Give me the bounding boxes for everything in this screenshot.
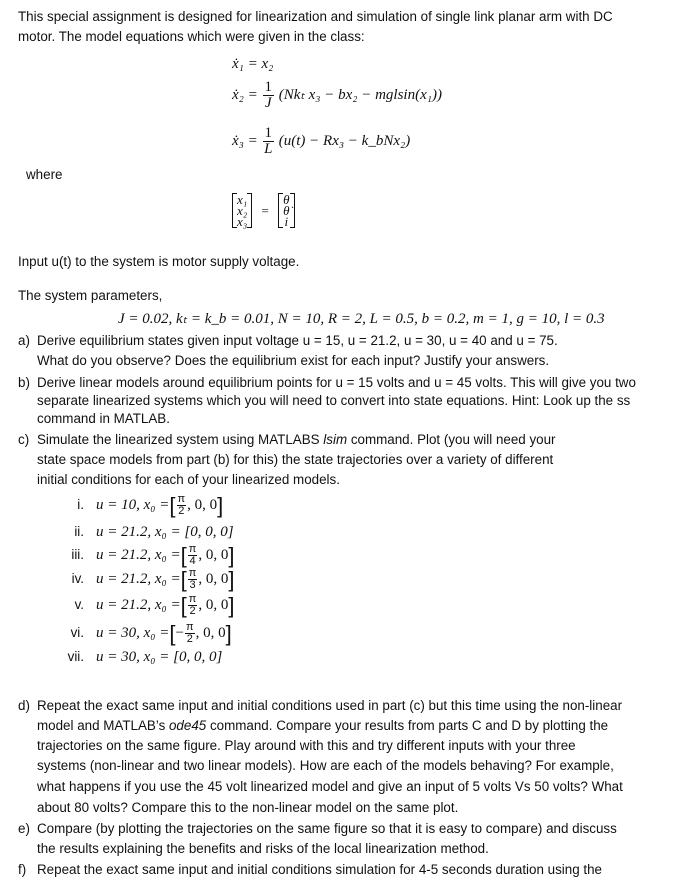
pi-fraction-numerator: π [177,493,186,505]
part-c-line-2: state space models from part (b) for this) the state trajectories over a variety of different [37,452,554,467]
pi-fraction-denominator: 2 [186,633,193,645]
part-c-item [50,594,234,617]
intro-line-1: This special assignment is designed for linearization and simulation of single link planar arm with DC [18,9,613,24]
part-d-line-2-b: command. Compare your results from parts C and D by plotting the [206,718,609,733]
state-vector [232,193,295,228]
pi-fraction-numerator: π [188,567,197,579]
part-f-label: f) [18,862,27,877]
input-description: Input u(t) to the system is motor supply voltage. [18,254,300,269]
part-c-item-equation: u = 30, x₀ = [0, 0, 0] [96,649,223,665]
part-c-item-equation: u = 30, x₀ = [96,625,170,642]
equation-2 [232,80,442,111]
state-vector-equals: = [261,202,269,218]
right-bracket: ] [217,492,224,518]
part-c-item-equation: u = 21.2, x₀ = [96,571,181,588]
part-a-label: a) [18,333,30,348]
part-a-line-2: What do you observe? Does the equilibrium exist for each input? Justify your answers. [37,353,550,368]
part-c-label: c) [18,432,30,447]
part-d-line-2 [37,717,608,735]
part-e-label: e) [18,821,30,836]
equation-3-rhs: (u(t) − Rx₃ − k_bNx₂) [278,132,411,149]
part-c-item-equation: u = 21.2, x₀ = [96,597,181,614]
part-d-line-3: trajectories on the same figure. Play around with this and try different inputs with your three [37,738,576,753]
left-bracket: [ [180,542,187,568]
part-b-line-2: separate linearized systems which you will need to convert into state equations. Hint: Look up the ss [37,393,631,408]
part-d-line-1: Repeat the exact same input and initial conditions used in part (c) but this time using the non-linear [37,698,623,713]
initial-condition-rest: , 0, 0 [187,497,218,514]
initial-condition-rest: , 0, 0 [198,547,229,564]
left-bracket: [ [169,620,176,646]
part-b-line-1: Derive linear models around equilibrium points for u = 15 volts and u = 45 volts. This will give you two [37,375,636,390]
pi-fraction [185,622,195,645]
params-line: J = 0.02, kₜ = k_b = 0.01, N = 10, R = 2, L = 0.5, b = 0.2, m = 1, g = 10, l = 0.3 [118,311,605,327]
part-c-line-1-b: command. Plot (you will need your [347,432,556,447]
pi-fraction-denominator: 4 [189,555,196,567]
pi-fraction-numerator: π [185,621,194,633]
part-c-item-number: v. [74,597,84,613]
part-c-item-number: vii. [67,649,84,664]
intro-line-2: motor. The model equations which were given in the class: [18,29,365,44]
pi-fraction-numerator: π [188,543,197,555]
equation-2-lhs: ẋ₂ = [232,86,258,103]
part-f-line-1: Repeat the exact same input and initial conditions simulation for 4-5 seconds duration using the [37,862,602,877]
params-heading: The system parameters, [18,288,163,303]
equation-3 [232,126,410,157]
part-c-line-1-a: Simulate the linearized system using MATLABS [37,432,324,447]
initial-condition-rest: , 0, 0 [198,571,229,588]
part-c-item [50,648,222,666]
equation-3-lhs: ẋ₃ = [232,132,258,149]
part-c-item-number: iv. [71,571,84,587]
part-b-line-3: command in MATLAB. [37,411,170,426]
part-d-ode45: ode45 [168,718,207,733]
part-c-item-number: iii. [71,547,84,563]
state-x2: x₂ [237,203,248,218]
equation-2-denominator: J [264,95,272,111]
equation-2-rhs: (Nkₜ x₃ − bx₂ − mglsin(x₁)) [278,86,442,103]
left-bracket: [ [180,592,187,618]
state-vector-lhs [232,193,252,228]
equation-2-fraction [263,80,275,111]
left-bracket: [ [180,566,187,592]
pi-fraction [188,544,198,567]
right-bracket: ] [228,592,235,618]
part-c-item-number: vi. [70,625,84,641]
part-c-item [50,523,234,541]
part-c-item-equation: u = 21.2, x₀ = [0, 0, 0] [96,524,234,540]
part-c-line-1 [37,431,556,449]
left-bracket: [ [169,492,176,518]
initial-condition-rest: , 0, 0 [198,597,229,614]
equation-2-numerator: 1 [264,79,272,95]
state-theta: θ [283,192,290,207]
part-d-label: d) [18,698,30,713]
part-d-line-2-a: model and MATLAB’s [37,718,169,733]
pi-fraction-denominator: 2 [178,505,185,517]
pi-fraction-numerator: π [188,593,197,605]
equation-3-fraction [263,126,275,157]
part-c-item-number: ii. [74,524,84,539]
pi-fraction [188,594,198,617]
equation-3-numerator: 1 [264,125,272,141]
state-x3: x₃ [237,214,248,229]
part-c-item-equation: u = 10, x₀ = [96,497,170,514]
part-c-item [50,622,232,645]
state-vector-rhs [278,193,294,228]
right-bracket: ] [228,566,235,592]
minus-sign: − [175,625,184,642]
where-label: where [26,167,63,182]
part-b-label: b) [18,375,30,390]
part-c-item [50,568,234,591]
part-c-item [50,544,234,567]
equation-3-denominator: L [264,141,273,157]
pi-fraction [177,494,187,517]
part-c-line-3: initial conditions for each of your linearized models. [37,472,340,487]
part-c-item-number: i. [77,497,84,513]
part-a-line-1: Derive equilibrium states given input voltage u = 15, u = 21.2, u = 30, u = 40 and u = 75. [37,333,558,348]
pi-fraction-denominator: 3 [189,579,196,591]
right-bracket: ] [228,542,235,568]
pi-fraction-denominator: 2 [189,605,196,617]
right-bracket: ] [225,620,232,646]
part-c-item [50,494,223,517]
part-c-item-equation: u = 21.2, x₀ = [96,547,181,564]
state-x1: x₁ [237,192,248,207]
part-e-line-2: the results explaining the benefits and risks of the local linearization method. [37,841,489,856]
part-c-lsim: lsim [323,432,348,447]
state-theta-dot: θ̇ [283,203,290,218]
part-d-line-4: systems (non-linear and two linear models). How are each of the models behaving? For example, [37,758,614,773]
part-d-line-6: about 80 volts? Compare this to the non-linear model on the same plot. [37,800,459,815]
equation-1: ẋ₁ = x₂ [232,56,274,72]
initial-condition-rest: , 0, 0 [195,625,226,642]
part-e-line-1: Compare (by plotting the trajectories on the same figure so that it is easy to compare) and discuss [37,821,617,836]
part-d-line-5: what happens if you use the 45 volt linearized model and give an input of 5 volts Vs 50 volts? What [37,779,623,794]
pi-fraction [188,568,198,591]
state-current: i [284,214,289,229]
